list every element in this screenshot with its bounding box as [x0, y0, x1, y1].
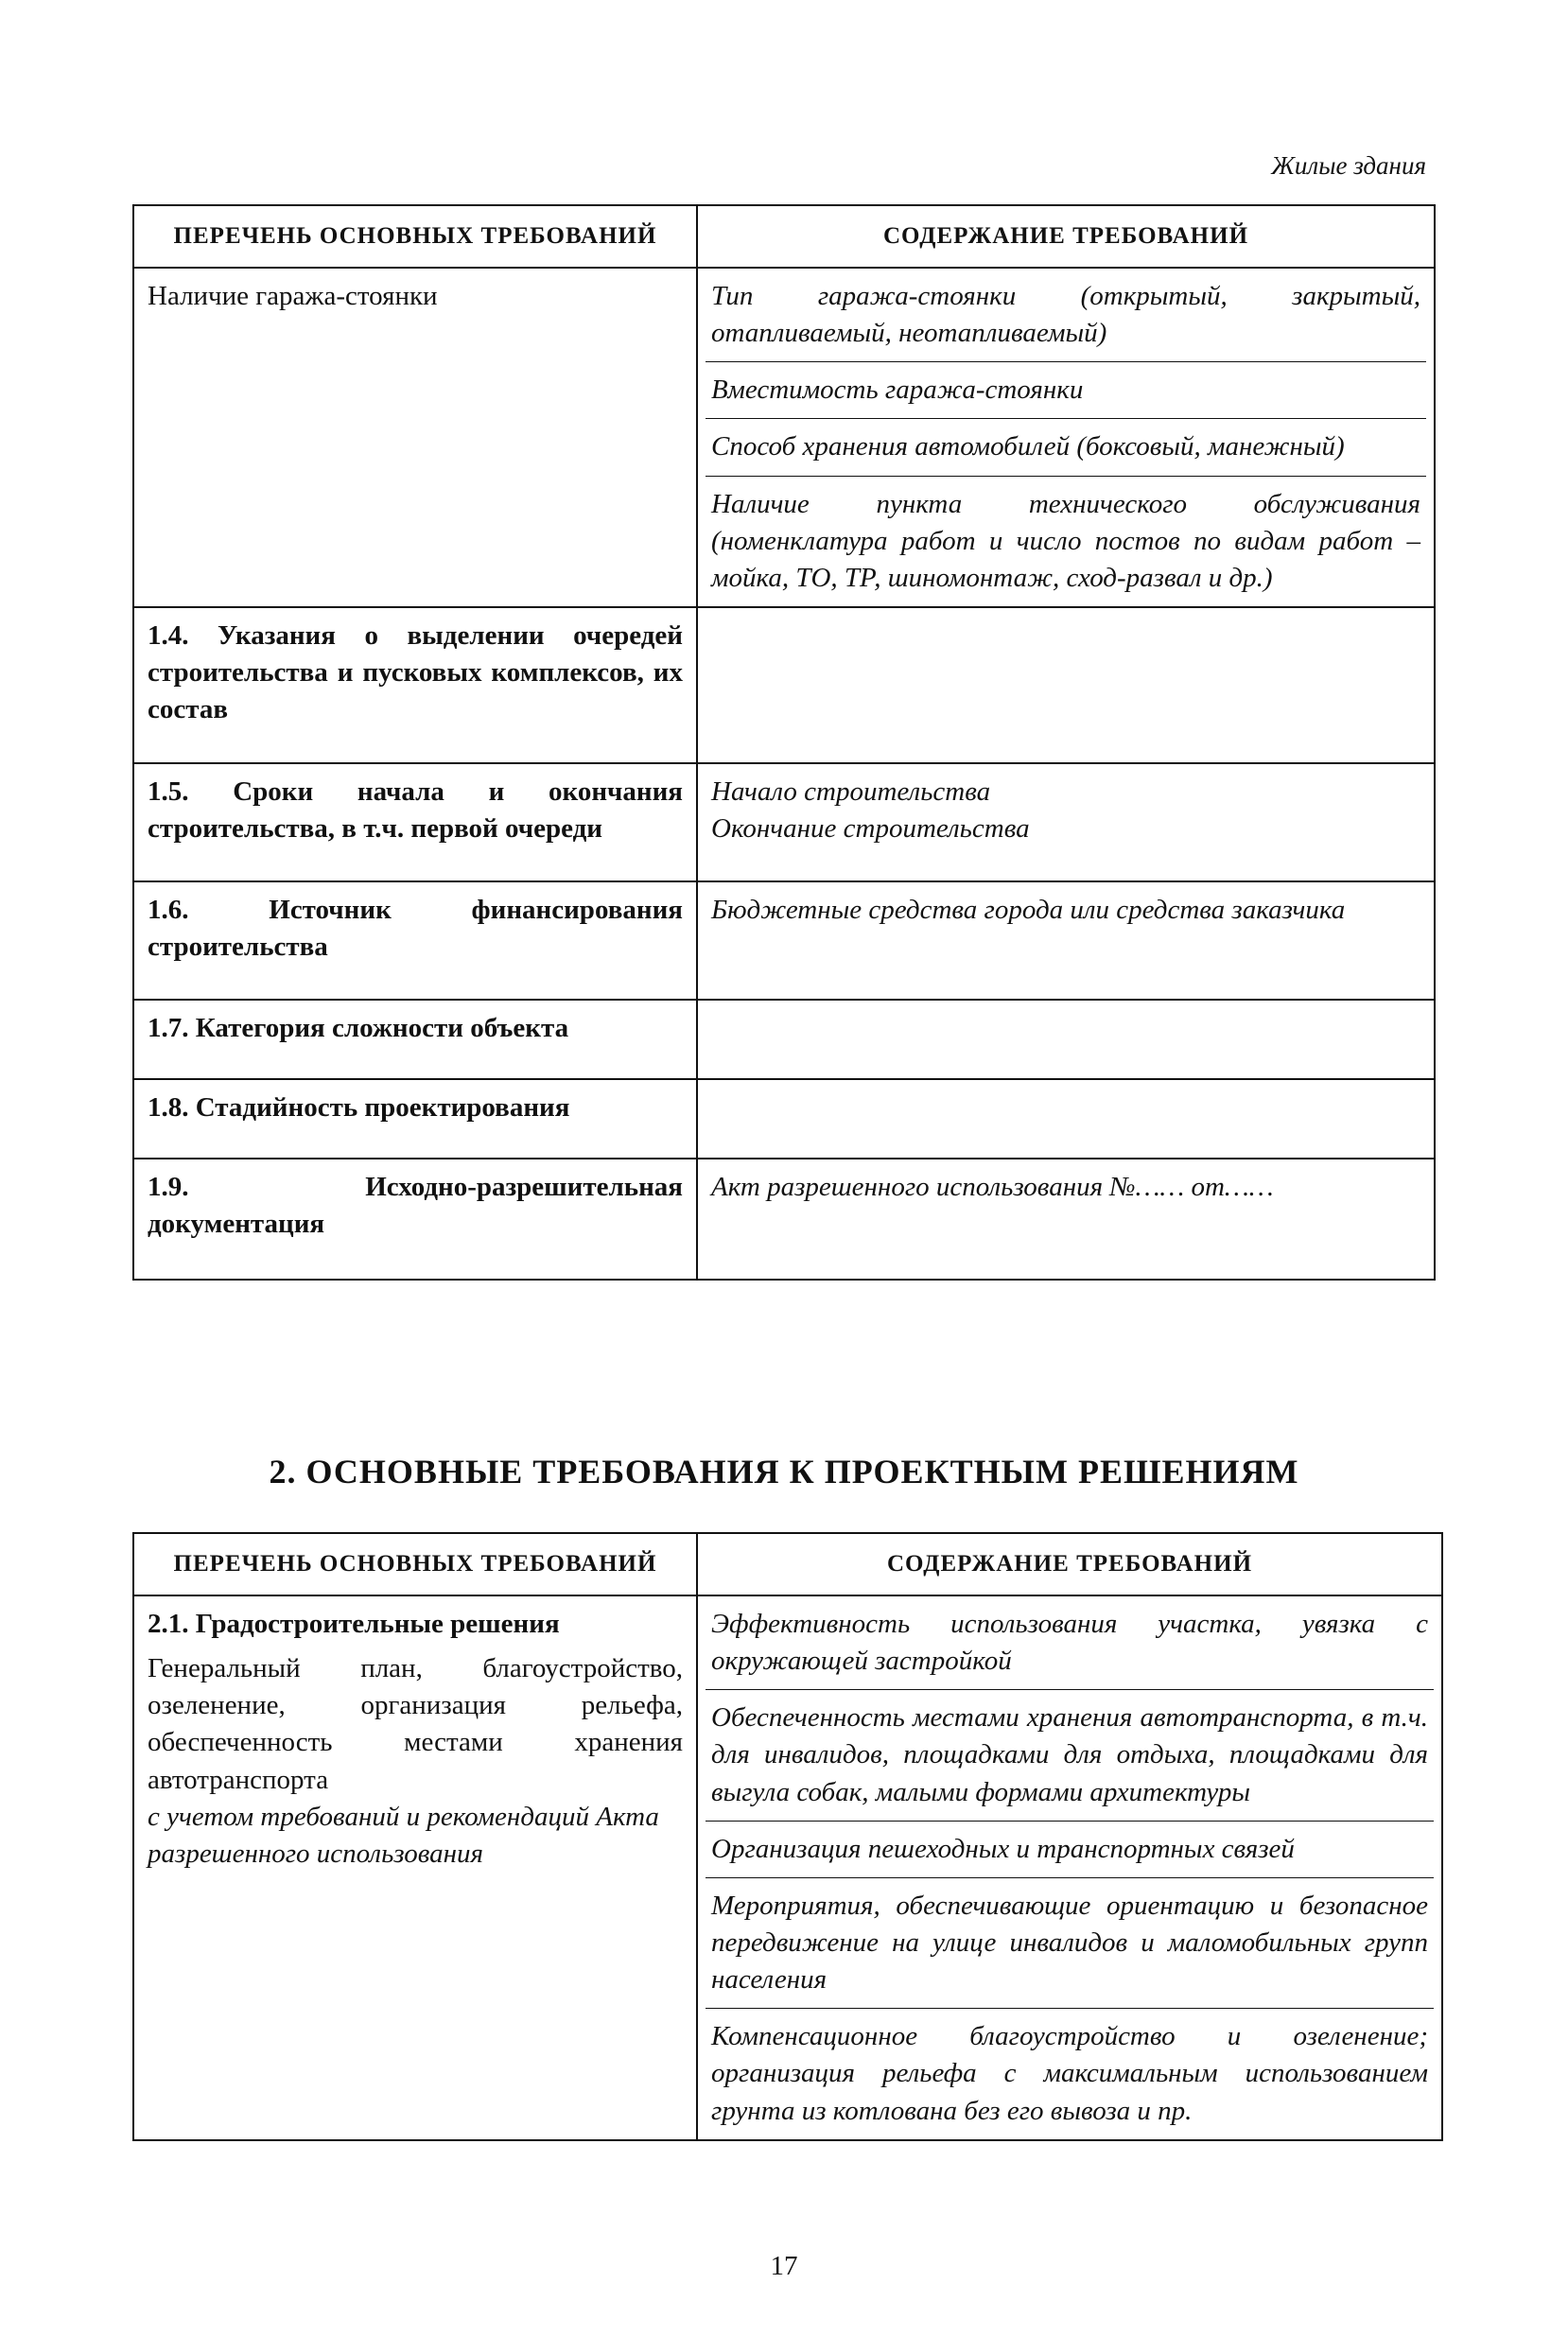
content-item: Окончание строительства [711, 813, 1030, 845]
row-2-1-content [697, 1595, 1442, 2140]
row-2-1-text: Генеральный план, благоустройство, озеленение, организация рельефа, обеспеченность местами хранения автотранспорта [148, 1653, 683, 1795]
row-2-1-italic-text: с учетом требований и рекомендаций Акта разрешенного использования [148, 1801, 659, 1869]
row-1-5-label: 1.5. Сроки начала и окончания строительства, в т.ч. первой очереди [133, 763, 697, 881]
row-1-6-label: 1.6. Источник финансирования строительства [133, 881, 697, 1000]
row-2-1-heading: 2.1. Градостроительные решения [148, 1609, 560, 1639]
row-garage-content [697, 268, 1435, 607]
row-1-4-label: 1.4. Указания о выделении очередей строительства и пусковых комплексов, их состав [133, 607, 697, 763]
content-item: Наличие пункта технического обслуживания (номенклатура работ и число постов по видам работ – мойка, ТО, ТР, шиномонтаж, сход-развал и др.) [706, 476, 1426, 606]
table-row [133, 268, 1435, 607]
row-1-4-content [697, 607, 1435, 763]
content-item: Компенсационное благоустройство и озеленение; организация рельефа с максимальным использованием грунта из котлована без его вывоза и пр. [706, 2008, 1434, 2138]
content-item: Способ хранения автомобилей (боксовый, манежный) [706, 418, 1426, 475]
table-row [133, 1595, 1442, 2140]
row-1-7-content [697, 1000, 1435, 1079]
table-row [133, 607, 1435, 763]
header-left: ПЕРЕЧЕНЬ ОСНОВНЫХ ТРЕБОВАНИЙ [133, 1533, 697, 1595]
row-1-8-label: 1.8. Стадийность проектирования [133, 1079, 697, 1159]
content-item: Вместимость гаража-стоянки [706, 361, 1426, 418]
content-item: Начало строительства [711, 776, 991, 807]
header-left: ПЕРЕЧЕНЬ ОСНОВНЫХ ТРЕБОВАНИЙ [133, 205, 697, 268]
row-1-9-label: 1.9. Исходно-разрешительная документация [133, 1159, 697, 1280]
content-item: Мероприятия, обеспечивающие ориентацию и безопасное передвижение на улице инвалидов и маломобильных групп населения [706, 1877, 1434, 2008]
table-row [133, 1079, 1435, 1159]
row-1-9-content [697, 1159, 1435, 1280]
row-1-8-content [697, 1079, 1435, 1159]
header-right: СОДЕРЖАНИЕ ТРЕБОВАНИЙ [697, 1533, 1442, 1595]
table-header [133, 1533, 1442, 1595]
content-item: Эффективность использования участка, увязка с окружающей застройкой [711, 1609, 1428, 1677]
header-right: СОДЕРЖАНИЕ ТРЕБОВАНИЙ [697, 205, 1435, 268]
content-item: Организация пешеходных и транспортных связей [706, 1821, 1434, 1877]
requirements-table-2 [132, 1532, 1443, 2141]
row-1-6-content [697, 881, 1435, 1000]
row-1-5-content [697, 763, 1435, 881]
table-row [133, 1159, 1435, 1280]
table-row [133, 1000, 1435, 1079]
running-head: Жилые здания [1271, 151, 1426, 180]
requirements-table-1 [132, 204, 1436, 1281]
section-title: 2. ОСНОВНЫЕ ТРЕБОВАНИЯ К ПРОЕКТНЫМ РЕШЕНИЯМ [269, 1453, 1299, 1491]
content-item: Тип гаража-стоянки (открытый, закрытый, отапливаемый, неотапливаемый) [711, 281, 1420, 349]
row-2-1-label [133, 1595, 697, 2140]
table-header [133, 205, 1435, 268]
table-row [133, 881, 1435, 1000]
content-item: Бюджетные средства города или средства заказчика [711, 894, 1346, 925]
table-row [133, 763, 1435, 881]
content-item: Акт разрешенного использования №…… от…… [711, 1171, 1274, 1202]
content-item: Обеспеченность местами хранения автотранспорта, в т.ч. для инвалидов, площадками для отдыха, площадками для выгула собак, малыми формами архитектуры [706, 1689, 1434, 1820]
page-number: 17 [770, 2251, 798, 2281]
row-garage-label: Наличие гаража-стоянки [133, 268, 697, 607]
row-1-7-label: 1.7. Категория сложности объекта [133, 1000, 697, 1079]
